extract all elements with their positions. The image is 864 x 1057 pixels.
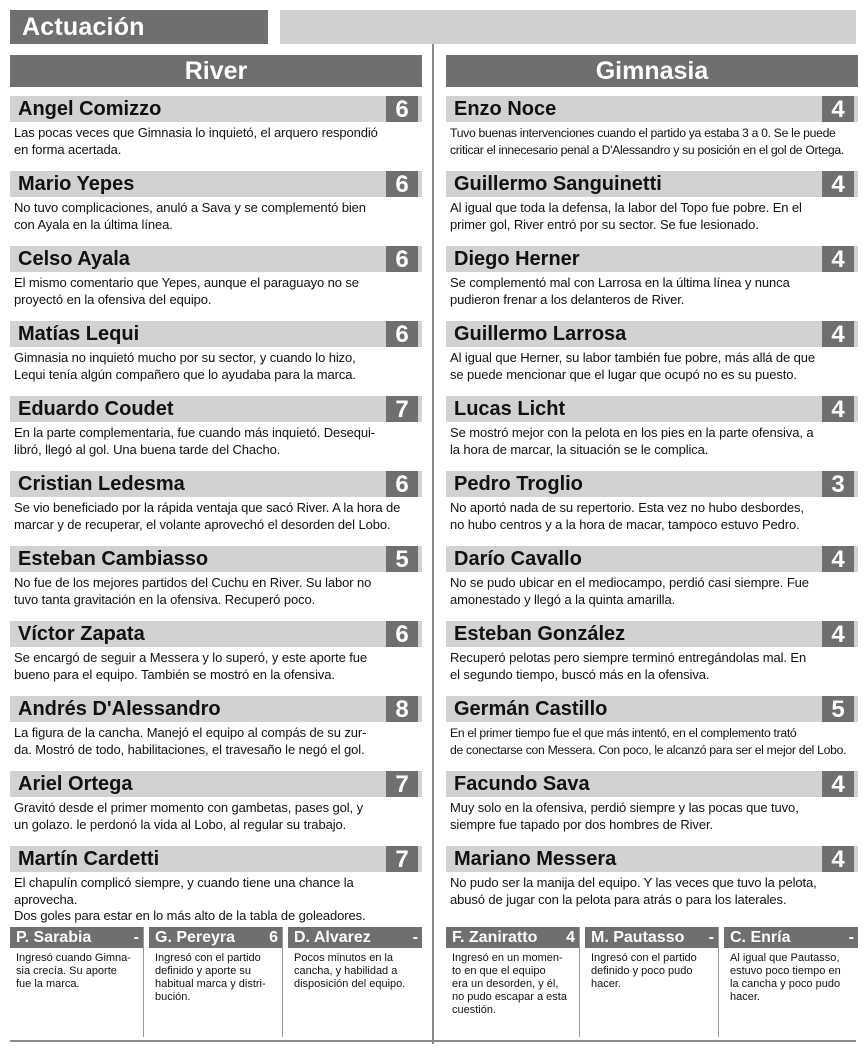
- player-header: [446, 771, 858, 797]
- substitute-score: 6: [269, 929, 278, 946]
- player-header: [10, 321, 422, 347]
- substitute-name: C. Enría: [730, 929, 791, 946]
- player-name: Enzo Noce: [454, 98, 557, 120]
- player-card: [446, 471, 858, 546]
- substitute-name: D. Alvarez: [294, 929, 371, 946]
- player-card: [10, 471, 422, 546]
- player-score: 6: [386, 246, 418, 272]
- player-header: [10, 621, 422, 647]
- substitute-header: [585, 927, 718, 948]
- substitute-description: Ingresó cuando Gimna- sia crecía. Su aporte fue la marca.: [16, 952, 131, 990]
- player-score: 4: [822, 171, 854, 197]
- player-score: 4: [822, 621, 854, 647]
- substitute-name: G. Pereyra: [155, 929, 236, 946]
- team-name: River: [10, 55, 422, 87]
- player-card: [10, 96, 422, 171]
- player-description: En la parte complementaria, fue cuando más inquietó. Desequi- libró, llegó al gol. Una buena tarde del Chacho.: [14, 425, 375, 457]
- substitute-description: Pocos minutos en la cancha, y habilidad a disposición del equipo.: [294, 952, 406, 990]
- player-card: [446, 321, 858, 396]
- substitute-description: Al igual que Pautasso, estuvo poco tiempo en la cancha y poco pudo hacer.: [730, 952, 841, 1003]
- team-column-river: [10, 55, 422, 1037]
- player-name: Víctor Zapata: [18, 623, 145, 645]
- player-name: Esteban Cambiasso: [18, 548, 209, 570]
- substitute-description: Ingresó con el partido definido y aporte su habitual marca y distri- bución.: [155, 952, 266, 1003]
- section-header: [10, 10, 856, 44]
- player-card: [446, 171, 858, 246]
- player-name: Cristian Ledesma: [18, 473, 185, 495]
- player-description: La figura de la cancha. Manejó el equipo al compás de su zur- da. Mostró de todo, habilitaciones, el travesaño le negó el gol.: [14, 725, 367, 757]
- player-name: Facundo Sava: [454, 773, 590, 795]
- player-score: 7: [386, 771, 418, 797]
- player-card: [446, 246, 858, 321]
- player-header: [10, 396, 422, 422]
- player-score: 6: [386, 171, 418, 197]
- player-card: [10, 171, 422, 246]
- substitute-header: [288, 927, 422, 948]
- player-description: No tuvo complicaciones, anuló a Sava y se complementó bien con Ayala en la última línea.: [14, 200, 366, 232]
- player-score: 4: [822, 321, 854, 347]
- substitute-score: -: [412, 929, 418, 946]
- substitute-header: [10, 927, 143, 948]
- player-name: Andrés D'Alessandro: [18, 698, 221, 720]
- player-description: Recuperó pelotas pero siempre terminó entregándolas mal. En el segundo tiempo, buscó más en la ofensiva.: [450, 650, 807, 682]
- player-description: No aportó nada de su repertorio. Esta vez no hubo desbordes, no hubo centros y a la hora de macar, tampoco estuvo Pedro.: [450, 500, 804, 532]
- player-header: [10, 171, 422, 197]
- player-header: [446, 696, 858, 722]
- player-description: Tuvo buenas intervenciones cuando el partido ya estaba 3 a 0. Se le puede criticar el innecesario penal a D'Alessandro y su posición en el gol de Ortega.: [450, 126, 844, 157]
- player-header: [10, 471, 422, 497]
- substitute-score: -: [133, 929, 139, 946]
- player-name: Darío Cavallo: [454, 548, 582, 570]
- player-header: [10, 846, 422, 872]
- player-name: Angel Comizzo: [18, 98, 162, 120]
- substitute-description: Ingresó en un momen- to en que el equipo era un desorden, y él, no pudo escapar a esta cuestión.: [452, 952, 567, 1016]
- substitute-name: P. Sarabia: [16, 929, 92, 946]
- player-card: [446, 621, 858, 696]
- player-name: Guillermo Sanguinetti: [454, 173, 662, 195]
- player-name: Pedro Troglio: [454, 473, 583, 495]
- substitute-card: [724, 927, 858, 1037]
- player-card: [10, 321, 422, 396]
- player-header: [10, 96, 422, 122]
- player-score: 4: [822, 546, 854, 572]
- substitute-header: [149, 927, 282, 948]
- substitutes: [10, 927, 422, 1037]
- header-notch: [268, 10, 280, 44]
- player-name: Diego Herner: [454, 248, 580, 270]
- player-card: [446, 96, 858, 171]
- substitute-score: -: [848, 929, 854, 946]
- substitute-header: [446, 927, 579, 948]
- player-name: Esteban González: [454, 623, 626, 645]
- player-card: [10, 621, 422, 696]
- player-score: 7: [386, 396, 418, 422]
- player-name: Germán Castillo: [454, 698, 608, 720]
- substitute-score: 4: [566, 929, 575, 946]
- player-score: 4: [822, 771, 854, 797]
- substitute-card: [149, 927, 283, 1037]
- substitute-card: [446, 927, 580, 1037]
- player-card: [10, 246, 422, 321]
- player-header: [446, 621, 858, 647]
- player-header: [446, 546, 858, 572]
- substitute-card: [10, 927, 144, 1037]
- player-header: [446, 246, 858, 272]
- player-score: 6: [386, 621, 418, 647]
- player-score: 8: [386, 696, 418, 722]
- player-card: [446, 771, 858, 846]
- player-score: 6: [386, 96, 418, 122]
- player-header: [446, 846, 858, 872]
- player-description: Se mostró mejor con la pelota en los pies en la parte ofensiva, a la hora de marcar, la situación se le complica.: [450, 425, 814, 457]
- player-header: [10, 546, 422, 572]
- player-score: 4: [822, 396, 854, 422]
- player-description: Se vio beneficiado por la rápida ventaja que sacó River. A la hora de marcar y de recuperar, el volante aprovechó el desorden del Lobo.: [14, 500, 401, 532]
- page-title: Actuación: [10, 10, 268, 44]
- player-header: [10, 771, 422, 797]
- player-name: Eduardo Coudet: [18, 398, 174, 420]
- player-header: [446, 396, 858, 422]
- player-header: [446, 321, 858, 347]
- substitute-header: [724, 927, 858, 948]
- player-name: Martín Cardetti: [18, 848, 160, 870]
- player-header: [10, 696, 422, 722]
- player-score: 7: [386, 846, 418, 872]
- player-card: [10, 771, 422, 846]
- substitute-name: M. Pautasso: [591, 929, 685, 946]
- substitutes: [446, 927, 858, 1037]
- player-card: [10, 546, 422, 621]
- player-description: El mismo comentario que Yepes, aunque el paraguayo no se proyectó en la ofensiva del equipo.: [14, 275, 359, 307]
- player-name: Mariano Messera: [454, 848, 617, 870]
- player-description: Gravitó desde el primer momento con gambetas, pases gol, y un golazo. le perdonó la vida al Lobo, al regular su trabajo.: [14, 800, 363, 832]
- player-description: No fue de los mejores partidos del Cuchu en River. Su labor no tuvo tanta gravitación en la ofensiva. Recuperó poco.: [14, 575, 372, 607]
- player-card: [10, 396, 422, 471]
- substitute-card: [585, 927, 719, 1037]
- player-score: 6: [386, 471, 418, 497]
- player-score: 4: [822, 96, 854, 122]
- player-header: [446, 96, 858, 122]
- player-description: No se pudo ubicar en el mediocampo, perdió casi siempre. Fue amonestado y llegó a la quinta amarilla.: [450, 575, 809, 607]
- player-description: No pudo ser la manija del equipo. Y las veces que tuvo la pelota, abusó de jugar con la pelota para atrás o para los laterales.: [450, 875, 817, 907]
- player-score: 5: [822, 696, 854, 722]
- player-name: Mario Yepes: [18, 173, 135, 195]
- player-name: Matías Lequi: [18, 323, 140, 345]
- player-name: Lucas Licht: [454, 398, 566, 420]
- player-description: Las pocas veces que Gimnasia lo inquietó, el arquero respondió en forma acertada.: [14, 125, 378, 157]
- player-description: Al igual que toda la defensa, la labor del Topo fue pobre. En el primer gol, River entró por su sector. Se fue lesionado.: [450, 200, 802, 232]
- substitute-score: -: [708, 929, 714, 946]
- player-description: Al igual que Herner, su labor también fue pobre, más allá de que se puede mencionar que el lugar que ocupó no es su puesto.: [450, 350, 816, 382]
- player-name: Guillermo Larrosa: [454, 323, 627, 345]
- player-description: Se encargó de seguir a Messera y lo superó, y este aporte fue bueno para el equipo. También se mostró en la ofensiva.: [14, 650, 368, 682]
- player-name: Celso Ayala: [18, 248, 130, 270]
- player-score: 4: [822, 246, 854, 272]
- player-card: [10, 696, 422, 771]
- substitute-description: Ingresó con el partido definido y poco pudo hacer.: [591, 952, 697, 990]
- substitute-card: [288, 927, 422, 1037]
- substitute-name: F. Zaniratto: [452, 929, 538, 946]
- player-score: 4: [822, 846, 854, 872]
- player-description: En el primer tiempo fue el que más intentó, en el complemento trató de conectarse con Messera. Con poco, le alcanzó para ser el mejor del Lobo.: [450, 726, 847, 757]
- player-description: El chapulín complicó siempre, y cuando tiene una chance la aprovecha. Dos goles para estar en lo más alto de la tabla de goleadores.: [14, 875, 366, 923]
- player-card: [446, 546, 858, 621]
- player-header: [446, 471, 858, 497]
- player-description: Gimnasia no inquietó mucho por su sector, y cuando lo hizo, Lequi tenía algún compañero que lo ayudaba para la marca.: [14, 350, 356, 382]
- player-score: 3: [822, 471, 854, 497]
- team-name: Gimnasia: [446, 55, 858, 87]
- player-card: [446, 696, 858, 771]
- player-score: 6: [386, 321, 418, 347]
- player-description: Se complementó mal con Larrosa en la última línea y nunca pudieron frenar a los delanteros de River.: [450, 275, 790, 307]
- bottom-rule: [10, 1040, 856, 1042]
- player-card: [10, 846, 422, 921]
- player-description: Muy solo en la ofensiva, perdió siempre y las pocas que tuvo, siempre fue tapado por dos hombres de River.: [450, 800, 799, 832]
- player-card: [446, 846, 858, 921]
- player-name: Ariel Ortega: [18, 773, 133, 795]
- player-header: [446, 171, 858, 197]
- player-score: 5: [386, 546, 418, 572]
- player-header: [10, 246, 422, 272]
- player-card: [446, 396, 858, 471]
- column-divider: [432, 44, 434, 1044]
- team-column-gimnasia: [446, 55, 858, 1037]
